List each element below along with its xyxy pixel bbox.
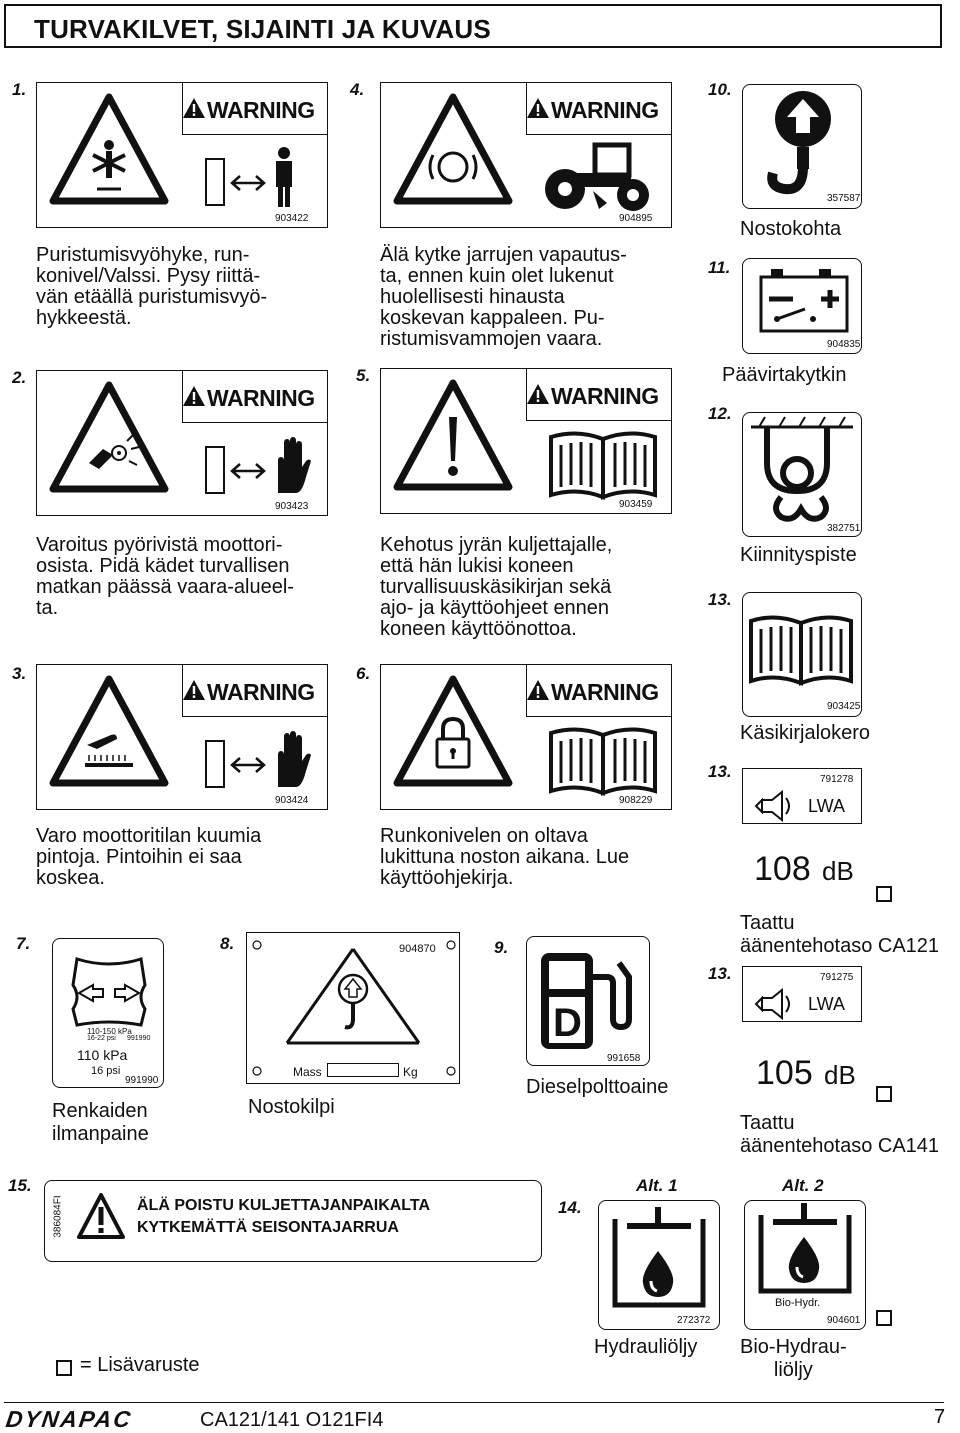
optional-checkbox [876,1310,892,1326]
bio-hydraulic-oil-decal [744,1200,866,1330]
diesel-letter: D [553,1001,582,1045]
brake-line-2: KYTKEMÄTTÄ SEISONTAJARRUA [137,1219,399,1236]
optional-checkbox [876,886,892,902]
warning-decal-5: WARNING 903459 [380,368,672,514]
caption-13c: Taattu äänentehotaso CA141 [740,1112,940,1157]
item-number: 1. [12,80,27,99]
decal-code: 791278 [820,774,854,785]
speaker-icon [756,792,796,822]
lock-warning-icon [381,665,521,805]
decal-code: 908229 [619,795,653,806]
warning-decal-6: WARNING 908229 [380,664,672,810]
decal-code: 991990 [125,1075,159,1086]
brake-warning-icon [381,83,521,223]
item-number: 10. [708,80,732,99]
page-title-box [4,4,942,48]
manual-compartment-decal [742,592,862,717]
bio-hydraulic-oil-icon [751,1203,861,1307]
mass-field [327,1063,399,1077]
description-5: Kehotus jyrän kuljettajalle, että hän lukisi koneen turvallisuuskäsikirjan sekä ajo- ja käyttöohjeet ennen koneen käyttöönottoa. [380,534,613,640]
lifting-plate-decal [246,932,460,1084]
item-number: 2. [12,368,27,387]
alert-icon [183,386,205,406]
decal-code: 904601 [827,1315,861,1326]
keep-distance-icon [202,145,342,225]
item-number: 7. [16,934,31,953]
parking-brake-decal [44,1180,542,1262]
item-number: 6. [356,664,371,683]
read-manual-icon [547,723,677,803]
speaker-icon [756,990,796,1020]
description-6: Runkonivelen on oltava lukittuna noston aikana. Lue käyttöohjekirja. [380,825,630,889]
item-number: 13. [708,762,732,781]
kpa-label: 110 kPa [77,1047,128,1063]
decal-code: 904870 [399,943,436,955]
mass-label: Mass [293,1065,322,1079]
kg-label: Kg [403,1065,418,1079]
item-number: 11. [708,258,731,277]
item-number: 9. [494,938,509,957]
alt-1-label: Alt. 1 [636,1176,678,1195]
caption-8: Nostokilpi [248,1096,335,1118]
caption-13a: Käsikirjalokero [740,722,871,744]
exclamation-icon [79,1193,129,1241]
description-2: Varoitus pyörivistä moottori- osista. Pidä kädet turvallisen matkan päässä vaara-alueel- ta. [36,534,294,619]
caption-11: Päävirtakytkin [722,364,847,386]
caption-13b: Taattu äänentehotaso CA121 [740,912,940,957]
alert-icon [527,384,549,404]
item-number: 4. [350,80,365,99]
warning-decal-3: WARNING 903424 [36,664,328,810]
hot-surface-icon [37,665,177,805]
hydraulic-oil-icon [605,1207,715,1311]
lwa-label: LWA [808,994,846,1014]
decal-code: 357587 [827,193,861,204]
footer-model: CA121/141 O121FI4 [200,1409,384,1431]
fuel-pump-icon [535,947,645,1057]
page-number: 7 [934,1406,946,1428]
main-switch-decal [742,258,862,354]
bio-label: Bio-Hydr. [775,1297,821,1309]
warning-decal-4: WARNING 904895 [380,82,672,228]
decal-code: 991658 [607,1053,641,1064]
keep-hands-away-icon [202,433,342,513]
roller-crush-icon [541,139,671,219]
optional-checkbox [876,1086,892,1102]
decal-code: 904835 [827,339,861,350]
item-number: 13. [708,590,732,609]
description-1: Puristumisvyöhyke, run- konivel/Valssi. Pysy riittä- vän etäällä puristumisvyö- hykkeestä. [36,244,268,329]
decal-code: 903424 [275,795,309,806]
tyre-pressure-decal [52,938,164,1088]
page-title: TURVAKILVET, SIJAINTI JA KUVAUS [34,14,491,44]
kpa-small: 110-150 kPa [87,1027,132,1036]
decal-code: 382751 [827,523,861,534]
hook-icon [747,87,857,202]
item-number: 13. [708,964,732,983]
diesel-decal [526,936,650,1066]
rotating-parts-icon [37,371,177,511]
footer-divider [4,1402,944,1403]
legend-text: = Lisävaruste [80,1354,200,1376]
caption-14b: Bio-Hydrau- liöljy [740,1336,847,1381]
caption-14a: Hydrauliöljy [594,1336,698,1358]
decal-code: 903423 [275,501,309,512]
crush-hazard-icon [37,83,177,223]
tie-down-decal [742,412,862,537]
db-value: 108 [754,850,811,888]
alert-icon [183,680,205,700]
item-number: 3. [12,664,27,683]
psi-label: 16 psi [91,1065,121,1077]
tyre-pressure-icon [59,955,159,1035]
description-4: Älä kytke jarrujen vapautus- ta, ennen kuin olet lukenut huolellisesti hinausta koskevan kappaleen. Pu- ristumisvammojen vaara. [380,244,627,350]
item-number: 12. [708,404,732,423]
lifting-plate-icon [247,933,457,1083]
decal-code: 903425 [827,701,861,712]
item-number: 8. [220,934,235,953]
code-small: 991990 [127,1035,151,1042]
legend-checkbox [56,1360,72,1376]
db-unit: dB [824,1060,856,1090]
db-unit: dB [822,856,854,886]
item-number: 14. [558,1198,582,1217]
warning-decal-1 [36,82,328,228]
read-manual-icon [547,427,677,507]
alt-2-label: Alt. 2 [782,1176,824,1195]
warning-label: WARNING [207,97,315,124]
psi-small: 16-22 psi [87,1035,116,1042]
caption-7: Renkaiden ilmanpaine [52,1100,149,1145]
db-value: 105 [756,1054,813,1092]
battery-switch-icon [747,263,857,343]
decal-code: 386084FI [52,1195,64,1238]
do-not-touch-icon [202,727,342,807]
tie-down-icon [745,413,860,523]
hydraulic-oil-decal [598,1200,720,1330]
book-icon [747,611,857,691]
sound-level-decal-121 [742,768,862,904]
lifting-point-decal [742,84,862,209]
decal-code: 903422 [275,213,309,224]
alert-icon [183,98,205,118]
item-number: 15. [8,1176,32,1195]
caption-10: Nostokohta [740,218,842,240]
exclamation-warning-icon [381,369,521,509]
brake-line-1: ÄLÄ POISTU KULJETTAJANPAIKALTA [137,1197,431,1214]
decal-code: 791275 [820,972,854,983]
warning-decal-2: WARNING 903423 [36,370,328,516]
lwa-label: LWA [808,796,846,816]
caption-9: Dieselpolttoaine [526,1076,669,1098]
description-3: Varo moottoritilan kuumia pintoja. Pintoihin ei saa koskea. [36,825,262,889]
alert-icon [527,680,549,700]
sound-level-decal-141 [742,966,862,1102]
alert-icon [527,98,549,118]
decal-code: 904895 [619,213,653,224]
dynapac-logo: DYNAPAC [4,1406,134,1432]
decal-code: 272372 [677,1315,711,1326]
item-number: 5. [356,366,371,385]
caption-12: Kiinnityspiste [740,544,857,566]
decal-code: 903459 [619,499,653,510]
